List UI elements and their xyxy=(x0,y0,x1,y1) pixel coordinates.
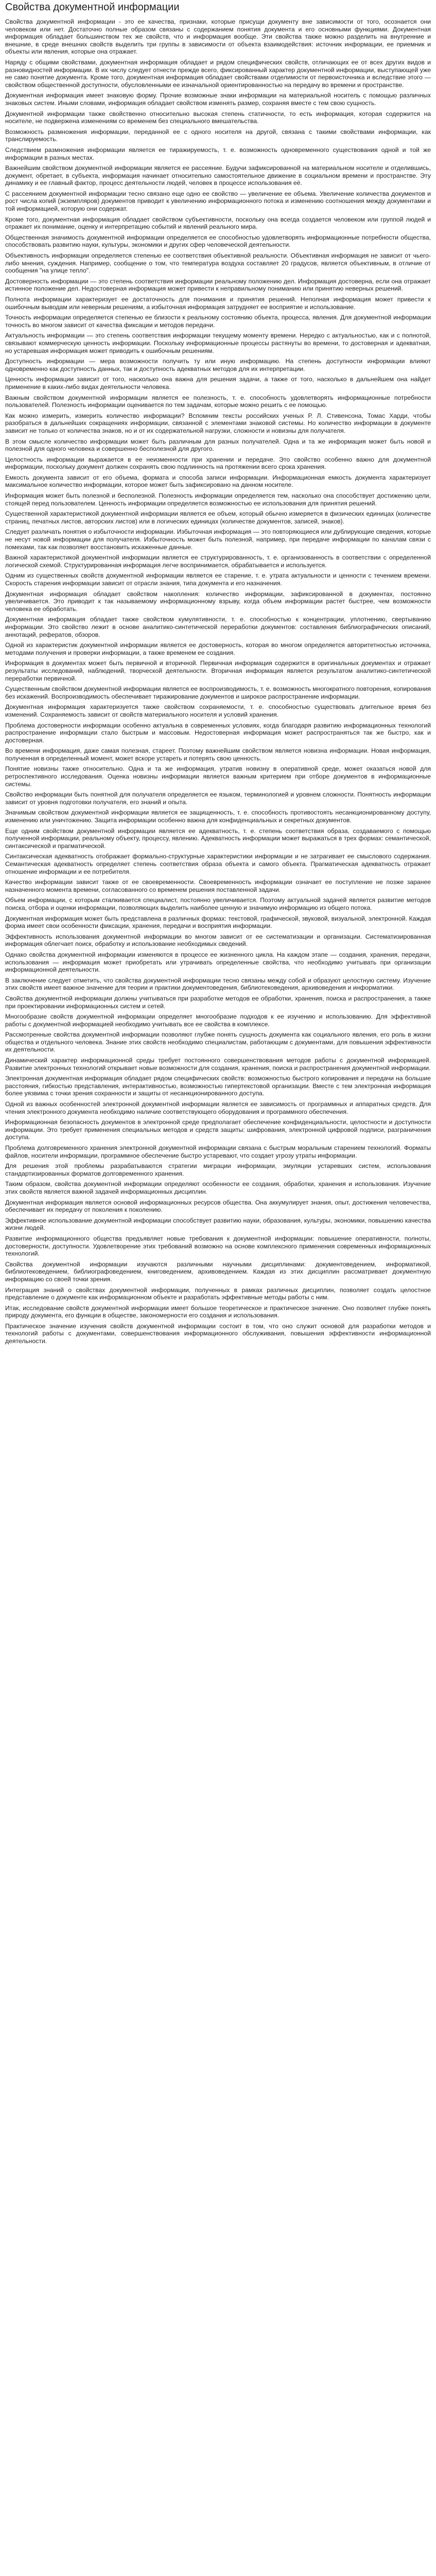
paragraph: Одной из характеристик документной информации является ее достоверность, которая во многом определяется авторитетностью источника, методами получения и проверки информации, а также временем ее создания. xyxy=(5,641,431,656)
paragraph: Свойство информации быть понятной для получателя определяется ее языком, терминологией и уровнем сложности. Понятность информации зависит от уровня подготовки получателя, его знаний и опыта. xyxy=(5,791,431,806)
paragraph: Существенной характеристикой документной информации является ее объем, который обычно измеряется в физических единицах (количестве страниц, печатных листов, авторских листов) или в логических единицах (количестве документов, записей, знаков). xyxy=(5,510,431,525)
paragraph: Актуальность информации — это степень соответствия информации текущему моменту времени. Нередко с актуальностью, как и с полнотой, связывают коммерческую ценность информации. Поскольку информационные процессы растянуты во времени, то достоверная и адекватная, но устаревшая информация может приводить к ошибочным решениям. xyxy=(5,332,431,354)
paragraph: Кроме того, документная информация обладает свойством субъективности, поскольку она всегда создается человеком или группой людей и отражает их понимание, оценку и интерпретацию событий и явлений реального мира. xyxy=(5,215,431,231)
paragraph: Целостность информации выражается в ее неизменности при хранении и передаче. Это свойство особенно важно для документной информации, поскольку документ должен сохранять свою подлинность на протяжении всего срока хранения. xyxy=(5,455,431,471)
paragraph: Существенным свойством документной информации является ее воспроизводимость, т. е. возможность многократного повторения, копирования без искажений. Воспроизводимость обеспечивает тиражирование документов и широкое распространение информации. xyxy=(5,685,431,700)
paragraph: Свойства документной информации - это ее качества, признаки, которые присущи документу вне зависимости от того, осознается они человеком или нет. Достаточно полные образом связаны с содержанием понятия документа и его основными функциями. Документная информация обладает большинством тех же свойств, что и информация вообще. Эти свойства также можно разделить на внутренние и внешние, в среде внешних свойств выделить три группы в зависимости от объекта взаимодействия: источник информации, ее приемник и объекты или явления, которые она отражает. xyxy=(5,18,431,56)
paragraph: В заключение следует отметить, что свойства документной информации тесно связаны между собой и образуют целостную систему. Изучение этих свойств имеет важное значение для теории и практики документоведения, библиотековедения, архивоведения и информатики. xyxy=(5,976,431,992)
paragraph: Еще одним свойством документной информации является ее адекватность, т. е. степень соответствия образа, создаваемого с помощью полученной информации, реальному объекту, процессу, явлению. Адекватность информации может выражаться в трех формах: семантической, синтаксической и прагматической. xyxy=(5,827,431,850)
paragraph: Развитие информационного общества предъявляет новые требования к документной информации: повышение оперативности, полноты, достоверности, доступности. Удовлетворение этих требований возможно на основе комплексного применения современных информационных технологий. xyxy=(5,1234,431,1258)
paragraph: Документной информации также свойственно относительно высокая степень статичности, то есть информация, которая содержится на носителе, не подвержена изменениям со временем без специального вмешательства. xyxy=(5,110,431,125)
paragraph: Документная информация является основой информационных ресурсов общества. Она аккумулирует знания, опыт, достижения человечества, обеспечивает их передачу от поколения к поколению. xyxy=(5,1198,431,1214)
paragraph: Доступность информации — мера возможности получить ту или иную информацию. На степень доступности информации влияют одновременно как доступность данных, так и доступность адекватных методов для их интерпретации. xyxy=(5,358,431,372)
paragraph: Документная информация характеризуется также свойством сохраняемости, т. е. способностью существовать длительное время без изменений. Сохраняемость зависит от свойств материального носителя и условий хранения. xyxy=(5,703,431,718)
paragraph: Динамический характер информационной среды требует постоянного совершенствования методов работы с документной информацией. Развитие электронных технологий открывает новые возможности для создания, хранения, поиска и распространения документной информации. xyxy=(5,1057,431,1072)
paragraph: Однако свойства документной информации изменяются в процессе ее жизненного цикла. На каждом этапе — создания, хранения, передачи, использования — информация может приобретать или утрачивать определенные свойства, что необходимо учитывать при организации информационной деятельности. xyxy=(5,951,431,974)
paragraph: Как можно измерить, измерить количество информации? Вспомним тексты российских ученых Р. Л. Стивенсона, Томас Харди, чтобы разобраться в дальнейших сокращениях информации, связанной с элементами знаковой системы. Но количество информации в документе зависит не только от количества знаков, но и от их содержательной нагрузки, сложности и новизны для получателя. xyxy=(5,412,431,434)
paragraph: Емкость документа зависит от его объема, формата и способа записи информации. Информационная емкость документа характеризует максимальное количество информации, которое может быть зафиксировано на данном носителе. xyxy=(5,473,431,489)
paragraph: Документная информация обладает также свойством кумулятивности, т. е. способностью к концентрации, уплотнению, свертыванию информации. Это свойство лежит в основе аналитико-синтетической переработки документов: составления библиографических описаний, аннотаций, рефератов, обзоров. xyxy=(5,616,431,638)
paragraph: Проблема долговременного хранения электронной документной информации связана с быстрым моральным старением технологий. Форматы файлов, носители информации, программное обеспечение быстро устаревают, что создает угрозу утраты информации. xyxy=(5,1144,431,1159)
paragraph: Свойства документной информации должны учитываться при разработке методов ее обработки, хранения, поиска и распространения, а также при проектировании информационных систем и сетей. xyxy=(5,994,431,1010)
paragraph: Качество информации зависит также от ее своевременности. Своевременность информации означает ее поступление не позже заранее назначенного момента времени, согласованного со временем решения поставленной задачи. xyxy=(5,878,431,893)
paragraph: Интеграция знаний о свойствах документной информации, полученных в рамках различных дисциплин, позволяет создать целостное представление о документе как информационном объекте и разработать эффективные методы работы с ним. xyxy=(5,1286,431,1301)
paragraph: Многообразие свойств документной информации определяет многообразие подходов к ее изучению и использованию. Для эффективной работы с документной информацией необходимо учитывать все ее свойства в комплексе. xyxy=(5,1013,431,1028)
paragraph: Синтаксическая адекватность отображает формально-структурные характеристики информации и не затрагивает ее смыслового содержания. Семантическая адекватность определяет степень соответствия образа объекта и самого объекта. Прагматическая адекватность отражает отношение информации и ее потребителя. xyxy=(5,853,431,875)
paragraph: Проблема достоверности информации особенно актуальна в современных условиях, когда благодаря развитию информационных технологий распространение информации стало быстрым и массовым. Недостоверная информация может распространяться так же быстро, как и достоверная. xyxy=(5,721,431,744)
paragraph: Для решения этой проблемы разрабатываются стратегии миграции информации, эмуляции устаревших систем, использования стандартизированных форматов долговременного хранения. xyxy=(5,1162,431,1177)
paragraph: Следствием размножения информации является ее тиражируемость, т. е. возможность одновременного существования одной и той же информации в разных местах. xyxy=(5,146,431,161)
paragraph: Важным свойством документной информации является ее полезность, т. е. способность удовлетворять информационные потребности пользователей. Полезность информации оценивается по тем задачам, которые можно решить с ее помощью. xyxy=(5,394,431,409)
paragraph: Информация может быть полезной и бесполезной. Полезность информации определяется тем, насколько она способствует достижению цели, стоящей перед пользователем. Ценность информации определяется возможностью ее использования для принятия решений. xyxy=(5,492,431,507)
paragraph: Одним из существенных свойств документной информации является ее старение, т. е. утрата актуальности и ценности с течением времени. Скорость старения информации зависит от отрасли знания, типа документа и его назначения. xyxy=(5,572,431,587)
paragraph: Ценность информации зависит от того, насколько она важна для решения задачи, а также от того, насколько в дальнейшем она найдет применение в каких-либо видах деятельности человека. xyxy=(5,376,431,391)
paragraph: Важнейшим свойством документной информации является ее рассеяние. Будучи зафиксированной на материальном носителе и отделившись, документ, обретает, в субъекта, информация начинает относительно самостоятельное движение в социальном времени и пространстве. Эту динамику и ее главный фактор, процесс деятельности людей, человек в процессе использования её. xyxy=(5,164,431,187)
paragraph: Документная информация может быть представлена в различных формах: текстовой, графической, звуковой, визуальной, электронной. Каждая форма имеет свои особенности фиксации, хранения, передачи и восприятия информации. xyxy=(5,914,431,930)
paragraph: Возможность размножения информации, переданной ее с одного носителя на другой, связана с такими свойствами информации, как транслируемость. xyxy=(5,128,431,143)
paragraph: Значимым свойством документной информации является ее защищенность, т. е. способность противостоять несанкционированному доступу, изменению или уничтожению. Защита информации особенно важна для конфиденциальных и секретных документов. xyxy=(5,809,431,824)
paragraph: Во времени информация, даже самая полезная, стареет. Поэтому важнейшим свойством является новизна информации. Новая информация, полученная в определенный момент, может вскоре устареть и потерять свою ценность. xyxy=(5,747,431,762)
paragraph: Документная информация обладает свойством накопления: количество информации, зафиксированной в документах, постоянно увеличивается. Это приводит к так называемому информационному взрыву, когда объем информации растет быстрее, чем возможности человека ее обработать. xyxy=(5,590,431,613)
paragraph: Эффективное использование документной информации способствует развитию науки, образования, культуры, экономики, повышению качества жизни людей. xyxy=(5,1216,431,1232)
paragraph: С рассеянием документной информации тесно связано еще одно ее свойство — увеличение ее объема. Увеличение количества документов и рост числа копий (экземпляров) документов приводит к увеличению информационного потока и изменению соотношения между документами и той информацией, которую они содержат. xyxy=(5,190,431,213)
paragraph: В этом смысле количество информации может быть различным для разных получателей. Одна и та же информация может быть новой и полезной для одного человека и совершенно бесполезной для другого. xyxy=(5,437,431,453)
paragraph: Рассмотренные свойства документной информации позволяют глубже понять сущность документа как социального явления, его роль в жизни общества и отдельного человека. Знание этих свойств необходимо специалистам, работающим с документами, для повышения эффективности их деятельности. xyxy=(5,1031,431,1054)
document-title: Свойства документной информации xyxy=(5,2,180,13)
paragraph: Одной из важных особенностей электронной документной информации является ее зависимость от программных и аппаратных средств. Для чтения электронного документа необходимо наличие соответствующего оборудования и программного обеспечения. xyxy=(5,1100,431,1115)
paragraph: Объективность информации определяется степенью ее соответствия объективной реальности. Объективная информация не зависит от чьего-либо мнения, суждения. Например, сообщение о том, что температура воздуха составляет 20 градусов, является объективным, в отличие от сообщения "на улице тепло". xyxy=(5,252,431,275)
paragraph: Эффективность использования документной информации во многом зависит от ее систематизации и организации. Систематизированная информация облегчает поиск, обработку и использование необходимых сведений. xyxy=(5,933,431,948)
paragraph: Точность информации определяется степенью ее близости к реальному состоянию объекта, процесса, явления. Для документной информации точность во многом зависит от качества фиксации и методов передачи. xyxy=(5,314,431,329)
paragraph: Полнота информации характеризует ее достаточность для понимания и принятия решений. Неполная информация может привести к ошибочным выводам или неверным решениям, а избыточная информация затрудняет ее восприятие и использование. xyxy=(5,296,431,311)
paragraph: Общественная значимость документной информации определяется ее способностью удовлетворять информационные потребности общества, способствовать развитию науки, культуры, экономики и других сфер человеческой деятельности. xyxy=(5,233,431,249)
paragraph: Документная информация имеет знаковую форму. Прочие возможные знаки информации на материальной носитель с помощью различных знаковых систем. Иными словами, информация обладает свойством изменять размер, сохраняя вместе с тем свою сущность. xyxy=(5,92,431,107)
paragraph: Важной характеристикой документной информации является ее структурированность, т. е. организованность в соответствии с определенной логической схемой. Структурированная информация легче воспринимается, обрабатывается и используется. xyxy=(5,554,431,569)
paragraph: Таким образом, свойства документной информации определяют особенности ее создания, обработки, хранения и использования. Изучение этих свойств является важной задачей информационных дисциплин. xyxy=(5,1180,431,1195)
paragraph: Информация в документах может быть первичной и вторичной. Первичная информация содержится в оригинальных документах и отражает результаты исследований, наблюдений, творческой деятельности. Вторичная информация является результатом аналитико-синтетической переработки первичной. xyxy=(5,659,431,682)
paragraph: Достоверность информации — это степень соответствия информации реальному положению дел. Информация достоверна, если она отражает истинное положение дел. Недостоверная информация может привести к неправильному пониманию или принятию неверных решений. xyxy=(5,277,431,293)
paragraph: Итак, исследование свойств документной информации имеет большое теоретическое и практическое значение. Оно позволяет глубже понять природу документа, его функции в обществе, закономерности его создания и использования. xyxy=(5,1304,431,1319)
paragraph: Электронная документная информация обладает рядом специфических свойств: возможностью быстрого копирования и передачи на большие расстояния, гибкостью представления, интерактивностью, возможностью гипертекстовой организации. Вместе с тем электронная информация более уязвима с точки зрения сохранности и защиты от несанкционированного доступа. xyxy=(5,1075,431,1097)
paragraph: Объем информации, с которым сталкивается специалист, постоянно увеличивается. Поэтому актуальной задачей является развитие методов поиска, отбора и оценки информации, позволяющих выделить наиболее ценную и значимую информацию из общего потока. xyxy=(5,896,431,911)
paragraph: Понятие новизны также относительно. Одна и та же информация, утратив новизну в оперативной среде, может оказаться новой для ретроспективного исследования. Оценка новизны информации является важным критерием при отборе документов в информационные системы. xyxy=(5,765,431,788)
paragraph: Наряду с общими свойствами, документная информация обладает и рядом специфических свойств, отличающих ее от всех других видов и разновидностей информации. В их числу следует отнести прежде всего, фиксированный характер документной информации, выступающей уже не само понятие документа. Кроме того, документная информация обладает свойствами отделимости от первоисточника и вследствие этого — свойством общественной доступности, обусловленными ее изначальной ориентированностью на передачу во времени и пространстве. xyxy=(5,58,431,89)
paragraph: Свойства документной информации изучаются различными научными дисциплинами: документоведением, информатикой, библиотековедением, библиографоведением, книговедением, архивоведением. Каждая из этих дисциплин рассматривает документную информацию со своей точки зрения. xyxy=(5,1260,431,1283)
paragraph: Следует различать понятия о избыточности информации. Избыточная информация — это повторяющиеся или дублирующие сведения, которые не несут новой информации для получателя. Избыточность может быть полезной, например, при передаче информации по каналам связи с помехами, так как позволяет восстановить искаженные данные. xyxy=(5,528,431,551)
article-body xyxy=(5,18,431,1345)
paragraph: Практическое значение изучения свойств документной информации состоит в том, что оно служит основой для разработки методов и технологий работы с документами, совершенствования информационного обслуживания, повышения эффективности информационной деятельности. xyxy=(5,1322,431,1345)
paragraph: Информационная безопасность документов в электронной среде предполагает обеспечение конфиденциальности, целостности и доступности информации. Это требует применения специальных методов и средств защиты: шифрования, электронной цифровой подписи, разграничения доступа. xyxy=(5,1118,431,1141)
